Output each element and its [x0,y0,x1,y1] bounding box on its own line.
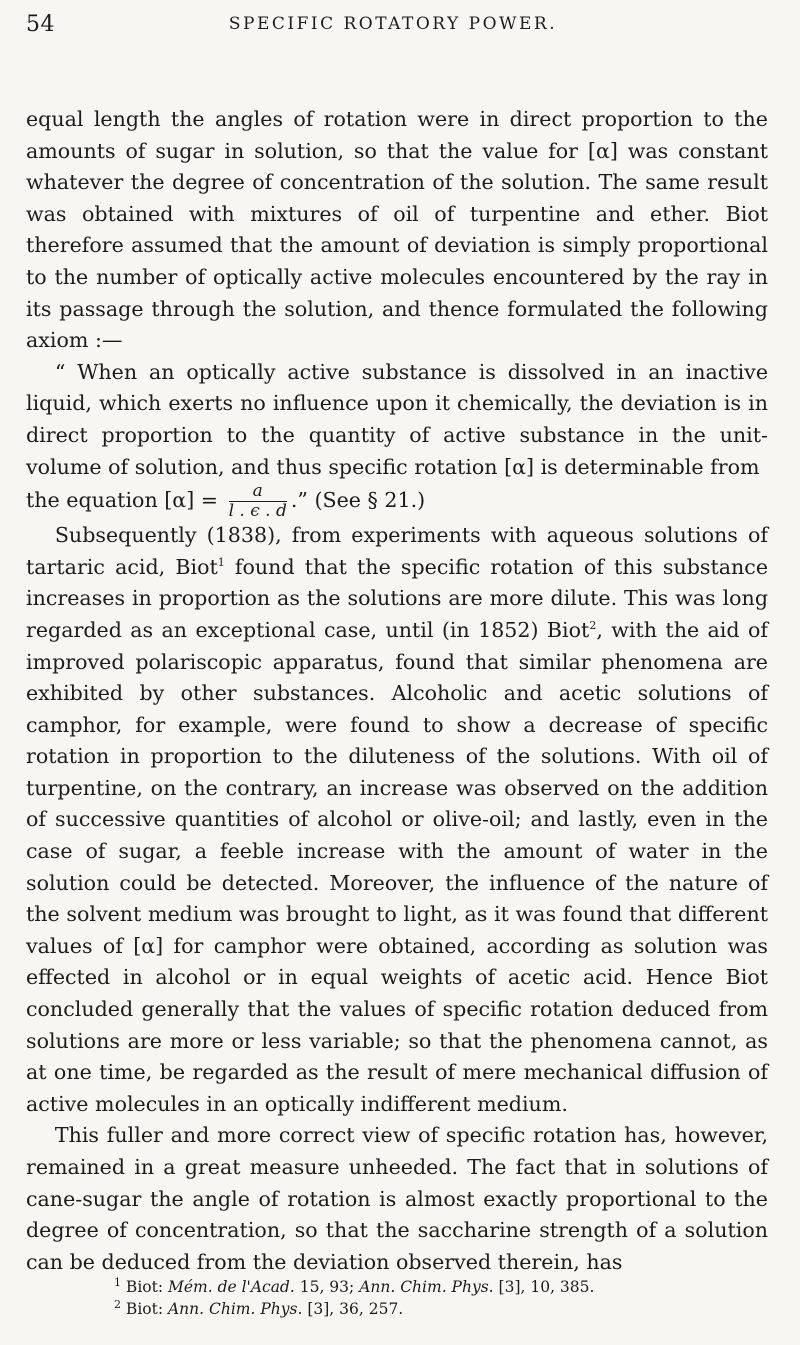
footnote-marker: 2 [114,1297,121,1311]
footnote-1 [114,1276,760,1298]
footnote-2 [114,1298,760,1320]
footnote-marker: 1 [114,1275,121,1289]
paragraph [26,520,768,1120]
footnote-ref-text: [3], 36, 257. [302,1300,404,1318]
body-text [26,104,768,1278]
footnote-ref: 1 [217,555,225,569]
axiom-text: “ When an optically active substance is dissolved in an inactive liquid, which exerts no influence upon it chemically, the deviation is in direct proportion to the quantity of active substance in the unit-volume of solution, and thus specific rotation [α] is determinable from [26,359,768,479]
fraction-denominator: l . ϵ . d [228,501,287,522]
axiom-quote [26,357,768,483]
fraction [229,483,287,520]
footnote-ref-text: 15, 93; [294,1278,360,1296]
footnote-journal: Mém. de l'Acad. [167,1278,295,1296]
paragraph-text: found that the specific rotation of this substance increases in proportion as the solutions are more dilute. This was long regarded as an exceptional case, until (in 1852) Biot [26,554,769,642]
footnote-journal: Ann. Chim. Phys. [359,1278,494,1296]
footnote-author: Biot: [121,1300,168,1318]
footnote-ref: 2 [589,619,597,633]
page-header [26,12,760,42]
equation-line [26,483,768,520]
paragraph-text: Subsequently (1838), from experiments with aqueous solutions of tartaric acid, Biot [26,523,768,579]
equation-suffix: .” (See § 21.) [290,488,426,513]
fraction-numerator: a [229,483,287,502]
equation-prefix: the equation [α] = [26,488,219,513]
footnote-journal: Ann. Chim. Phys. [167,1300,303,1318]
footnotes [114,1276,760,1320]
page-number: 54 [26,12,55,37]
running-title: SPECIFIC ROTATORY POWER. [228,14,558,34]
paragraph-text: , with the aid of improved polariscopic apparatus, found that similar phenomena are exhibited by other substances. Alcoholic and acetic solutions of camphor, for example, were found to show a decrease of specific rotation in proportion to the diluteness of the solutions. With oil of turpentine, on the contrary, an increase was observed on the addition of successive quantities of alcohol or olive-oil; and lastly, even in the case of sugar, a feeble increase with the amount of water in the solution could be detected. Moreover, the influence of the nature of the solvent medium was brought to light, as it was found that different values of [α] for camphor were obtained, according as solution was effected in alcohol or in equal weights of acetic acid. Hence Biot concluded generally that the values of specific rotation deduced from solutions are more or less variable; so that the phenomena cannot, as at one time, be regarded as the result of mere mechanical diffusion of active molecules in an optically indifferent medium. [26,617,768,1116]
footnote-author: Biot: [121,1278,168,1296]
paragraph: This fuller and more correct view of specific rotation has, however, remained in a great measure unheeded. The fact that in solutions of cane-sugar the angle of rotation is almost exactly proportional to the degree of concentration, so that the saccharine strength of a solution can be deduced from the deviation observed therein, has [26,1123,768,1274]
paragraph: equal length the angles of rotation were in direct proportion to the amounts of sugar in solution, so that the value for [α] was constant whatever the degree of concentration of the solution. The same result was obtained with mixtures of oil of turpentine and ether. Biot therefore assumed that the amount of deviation is simply proportional to the number of optically active molecules encountered by the ray in its passage through the solution, and thence formulated the following axiom :— [26,107,768,353]
footnote-ref-text: [3], 10, 385. [493,1278,595,1296]
